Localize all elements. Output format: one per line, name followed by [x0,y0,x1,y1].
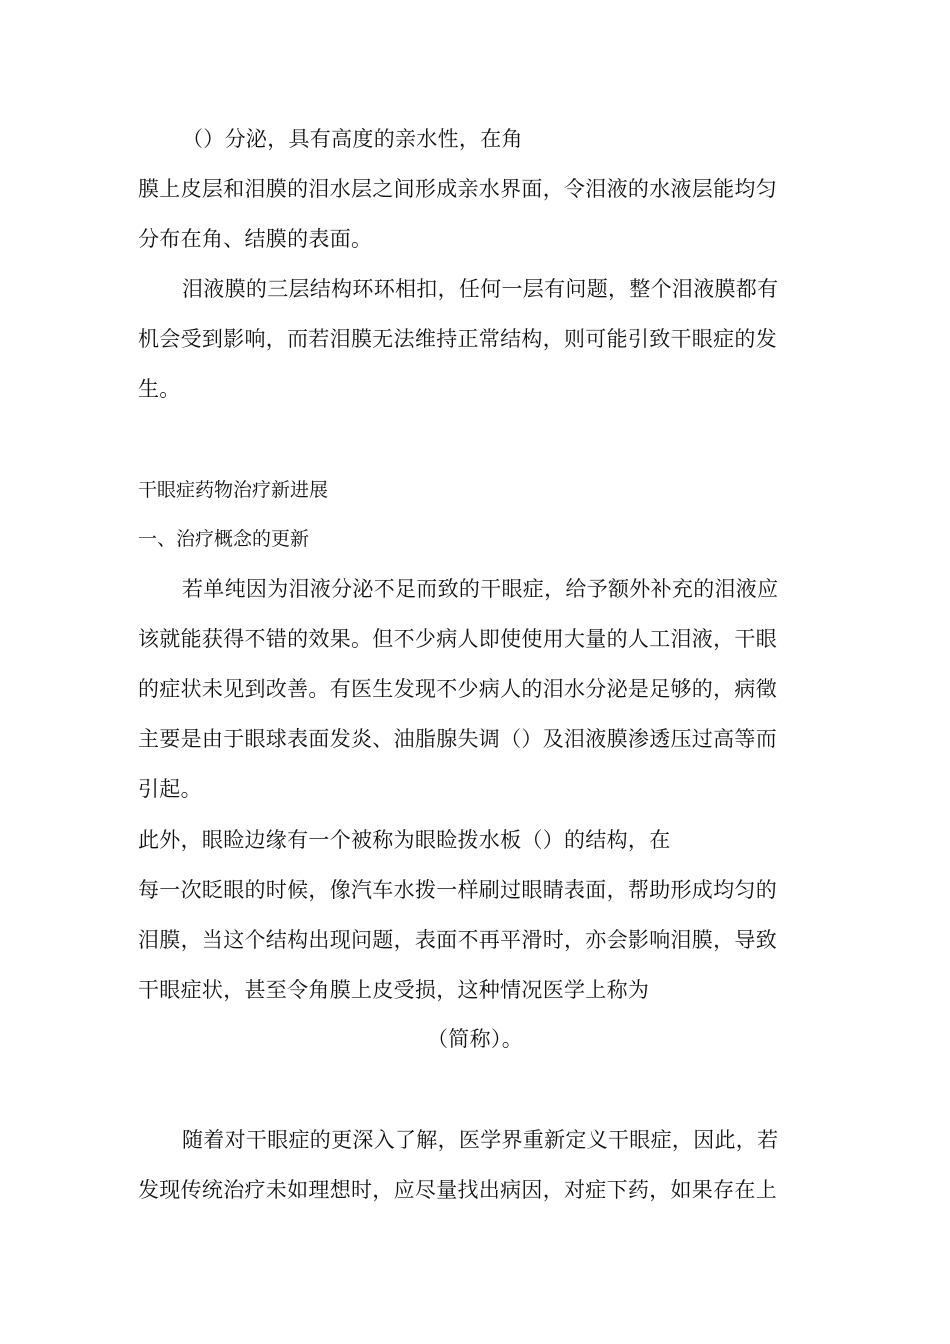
section-title: 干眼症药物治疗新进展 [138,479,329,501]
text-line: 随着对干眼症的更深入了解，医学界重新定义干眼症，因此，若 [182,1128,779,1152]
text-line: 若单纯因为泪液分泌不足而致的干眼症，给予额外补充的泪液应 [182,577,779,601]
subsection-title: 一、治疗概念的更新 [138,528,310,550]
text-line: 分布在角、结膜的表面。 [138,227,373,251]
text-line: 泪液膜的三层结构环环相扣，任何一层有问题，整个泪液膜都有 [182,277,779,301]
text-line: 发现传统治疗未如理想时，应尽量找出病因，对症下药，如果存在上 [138,1178,777,1202]
text-line: 的症状未见到改善。有医生发现不少病人的泪水分泌是足够的，病徵 [138,677,777,701]
text-line: 机会受到影响，而若泪膜无法维持正常结构，则可能引致干眼症的发 [138,327,777,351]
text-line: 此外，眼睑边缘有一个被称为眼睑拨水板（）的结构，在 [138,828,671,852]
text-line: （）分泌，具有高度的亲水性，在角 [182,127,523,151]
text-line: 该就能获得不错的效果。但不少病人即使使用大量的人工泪液，干眼 [138,627,777,651]
text-line: 引起。 [138,777,202,801]
text-line: 主要是由于眼球表面发炎、油脂腺失调（）及泪液膜渗透压过高等而 [138,727,777,751]
text-line: 泪膜，当这个结构出现问题，表面不再平滑时，亦会影响泪膜，导致 [138,928,777,952]
text-line: 每一次眨眼的时候，像汽车水拨一样刷过眼睛表面，帮助形成均匀的 [138,878,777,902]
text-line: 生。 [138,377,181,401]
text-line: 膜上皮层和泪膜的泪水层之间形成亲水界面，令泪液的水液层能均匀 [138,177,777,201]
text-line: （简称）。 [427,1027,523,1051]
text-line: 干眼症状，甚至令角膜上皮受损，这种情况医学上称为 [138,978,650,1002]
